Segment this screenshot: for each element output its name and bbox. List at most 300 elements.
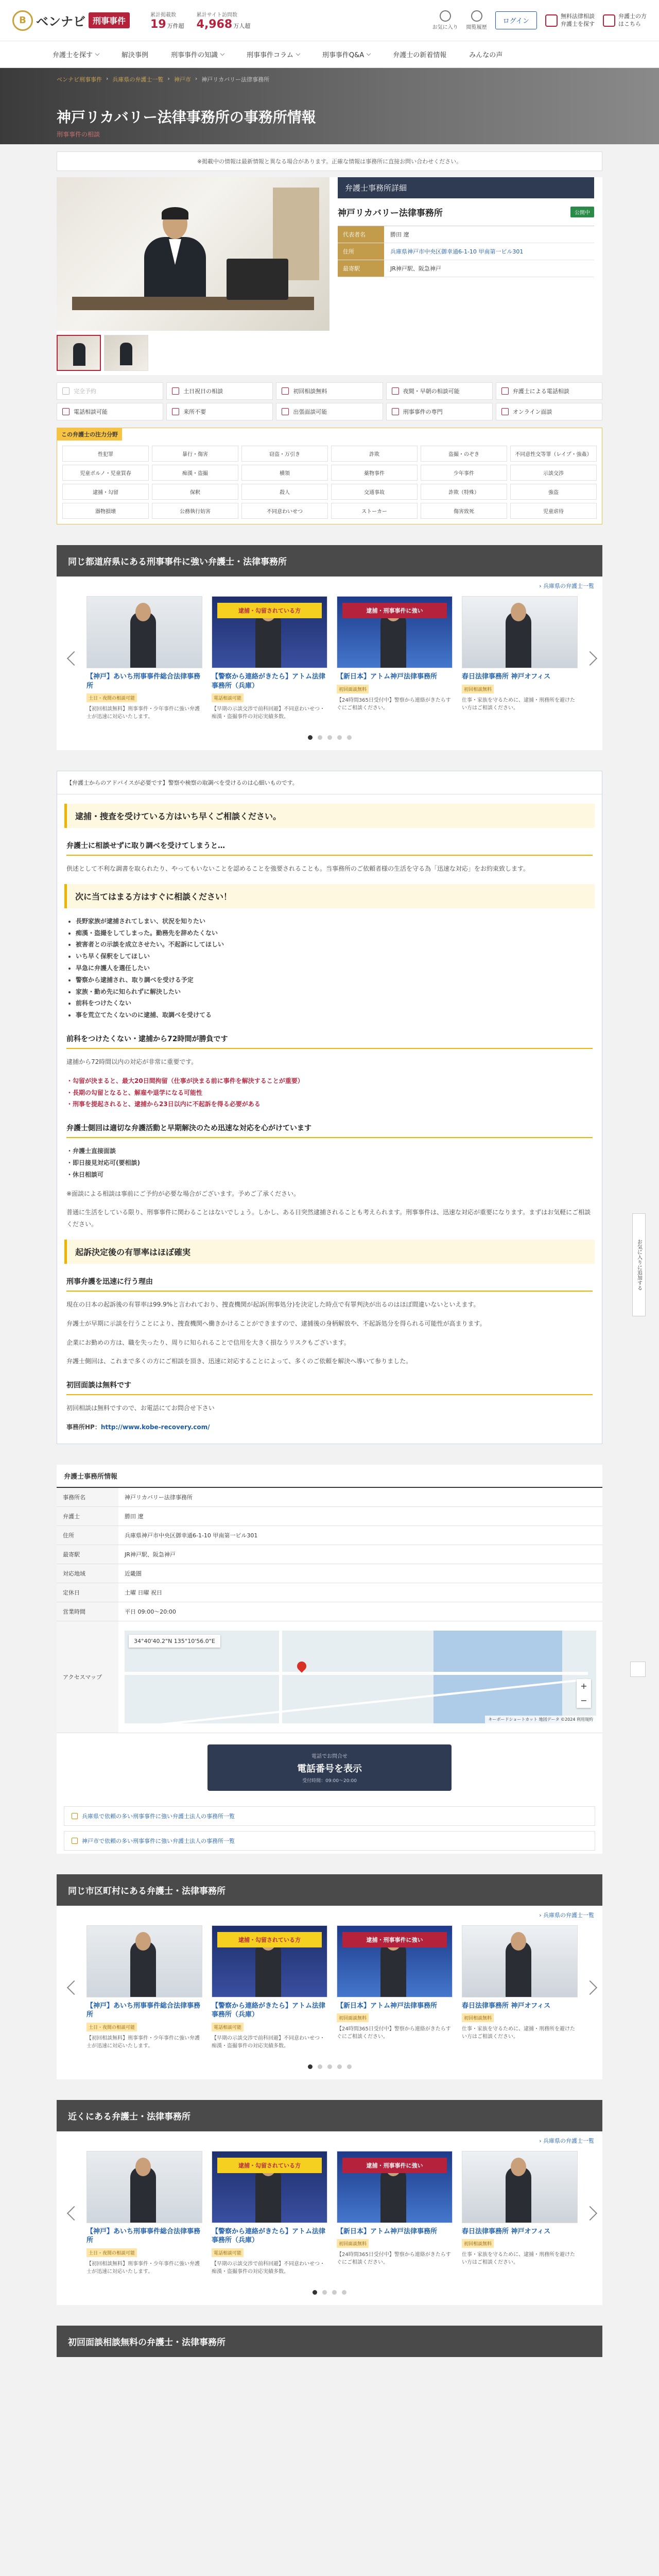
history-link[interactable] — [466, 10, 487, 30]
search-icon — [72, 1838, 78, 1844]
breadcrumb: ベンナビ刑事事件 › 兵庫県の弁護士一覧 › 神戸市 › 神戸リカバリー法律事務所 — [57, 75, 270, 83]
list-item: ・勾留が決まると、最大20日間拘留（仕事が決まる前に事件を解決することが重要） — [66, 1077, 304, 1084]
office-card-desc: 【24時間365日受付中】警察から連絡がきたらすぐにご相談ください。 — [337, 697, 451, 711]
chevron-down-icon — [220, 52, 224, 56]
list-item: • 被害者との示談を成立させたい。不起訴にしてほしい — [76, 939, 593, 951]
search-icon — [72, 1813, 78, 1819]
nav-qa[interactable] — [311, 41, 381, 68]
office-card-title[interactable]: 【新日本】アトム神戸法律事務所 — [337, 673, 438, 681]
check-icon — [62, 387, 70, 395]
zoom-out-button[interactable]: − — [580, 1695, 587, 1705]
header-stats — [150, 10, 250, 31]
office-main-photo — [57, 177, 330, 331]
section-heading: 同じ都道府県にある刑事事件に強い弁護士・法律事務所 — [57, 545, 602, 577]
check-icon — [172, 387, 179, 395]
article-text: 現在の日本の起訴後の有罪率は99.9%と言われており、捜査機関が起訴(刑事処分)を決定した時点で有罪判決が出るのはほぼ間違いないといえます。 — [66, 1301, 480, 1309]
office-card[interactable] — [337, 1925, 453, 2050]
carousel-dot[interactable] — [347, 735, 352, 740]
feature-item: 初回相談無料 — [276, 382, 383, 400]
carousel-dot[interactable] — [318, 2064, 322, 2069]
office-card-desc: 仕事・家族を守るために、逮捕・刑務所を避けたい方はご相談ください。 — [462, 697, 575, 711]
nav-find-lawyer[interactable] — [41, 41, 110, 68]
nav-label: 刑事事件コラム — [247, 52, 293, 59]
office-name-row — [338, 198, 594, 226]
office-card-title[interactable]: 春日法律事務所 神戸オフィス — [462, 673, 551, 681]
article-subheading: 初回面談は無料です — [66, 1380, 593, 1395]
article-list — [66, 1145, 593, 1180]
office-card-title[interactable]: 【神戸】あいち刑事事件総合法律事務所 — [86, 2227, 201, 2245]
list-item: ・長期の勾留となると、解雇や退学になる可能性 — [66, 1089, 203, 1096]
info-key: 営業時間 — [57, 1602, 118, 1621]
focus-area-item[interactable]: 逮捕・勾留 — [62, 484, 149, 500]
card-banner: 逮捕・勾留されている方 — [217, 1932, 322, 1947]
page-hero — [0, 68, 659, 144]
info-value: 勝田 遼 — [125, 1513, 144, 1520]
chevron-left-icon[interactable] — [67, 2206, 81, 2221]
office-card[interactable] — [86, 2151, 202, 2276]
office-card[interactable] — [86, 1925, 202, 2050]
side-scroll-button[interactable] — [630, 1662, 646, 1677]
focus-area-item[interactable]: 暴行・傷害 — [152, 446, 238, 462]
info-key: 最寄駅 — [57, 1545, 118, 1564]
list-item: ・休日相談可 — [66, 1171, 104, 1178]
info-row — [57, 1526, 602, 1545]
photo-thumbnail[interactable] — [57, 335, 101, 371]
focus-area-item[interactable]: 殺人 — [241, 484, 328, 500]
office-card-desc: 【早期の示談交渉で前科回避】不同意わいせつ・痴漢・盗撮事件の対応実績多数。 — [212, 2261, 325, 2275]
feature-item: 土日祝日の相談 — [166, 382, 273, 400]
office-card-tag: 初回相談無料 — [462, 2013, 494, 2022]
check-icon — [501, 408, 509, 415]
phone-reveal-button[interactable]: 電話でお問合せ 電話番号を表示 受付時間：09:00〜20:00 — [207, 1744, 452, 1791]
office-card-desc: 【早期の示談交渉で前科回避】不同意わいせつ・痴漢・盗撮事件の対応実績多数。 — [212, 706, 325, 720]
consult-link[interactable] — [545, 13, 595, 28]
feature-item: 夜間・早朝の相談可能 — [386, 382, 493, 400]
info-value: 神戸リカバリー法律事務所 — [125, 1494, 193, 1501]
nav-news[interactable] — [381, 41, 458, 68]
office-card-desc: 【初回相談無料】刑事事件・少年事件に強い弁護士が迅速に対応いたします。 — [86, 2035, 200, 2049]
office-card[interactable] — [337, 596, 453, 721]
nav-knowledge[interactable] — [160, 41, 235, 68]
site-logo[interactable] — [12, 10, 130, 31]
other-links — [57, 1798, 602, 1854]
chevron-right-icon[interactable] — [583, 2206, 597, 2221]
carousel-dot[interactable] — [332, 2290, 337, 2295]
carousel-dot[interactable] — [347, 2064, 352, 2069]
homepage-link[interactable]: http://www.kobe-recovery.com/ — [100, 1423, 210, 1431]
detail-row: 最寄駅 JR神戸駅、阪急神戸 — [338, 260, 594, 277]
focus-area-item[interactable]: ストーカー — [331, 503, 418, 519]
article-text: 初回相談は無料ですので、お電話にてお問合せ下さい — [66, 1404, 215, 1412]
office-card-title[interactable]: 【神戸】あいち刑事事件総合法律事務所 — [86, 2002, 201, 2019]
chevron-left-icon[interactable] — [67, 1980, 81, 1995]
office-card-tag: 電話相談可能 — [212, 2023, 244, 2031]
focus-area-item[interactable]: 痴漢・盗撮 — [152, 465, 238, 481]
office-carousel — [57, 590, 602, 726]
chevron-left-icon[interactable] — [67, 651, 81, 666]
article-text: 逮捕から72時間以内の対応が非常に重要です。 — [66, 1058, 198, 1066]
office-card-tag: 初回相談無料 — [462, 2239, 494, 2248]
carousel-dot[interactable] — [337, 735, 342, 740]
office-card-image — [212, 1925, 327, 1997]
breadcrumb-current: 神戸リカバリー法律事務所 — [201, 76, 270, 83]
feature-item: 完全予約 — [57, 382, 163, 400]
feature-item: 電話相談可能 — [57, 403, 163, 420]
stat-unit: 万人超 — [233, 22, 251, 29]
focus-areas — [57, 428, 602, 524]
header-actions — [432, 10, 647, 30]
article-text: 供述として不利な調書を取られたり、やってもいないことを認めることを強要されることも。当事務所のご依頼者様の生活を守る為「迅速な対応」をお約束致します。 — [66, 865, 530, 873]
article-heading: 起訴決定後の有罪率はほぼ確実 — [64, 1240, 595, 1264]
chevron-right-icon[interactable] — [583, 651, 597, 666]
article-text: 弁護士が早期に示談を行うことにより、捜査機関へ働きかけることができますので、逮捕後の身柄解放や、不起訴処分を得られる可能性が高まります。 — [66, 1319, 486, 1327]
chevron-down-icon — [367, 52, 371, 56]
stat-label: 累計サイト訪問数 — [196, 12, 237, 18]
focus-area-item[interactable]: 詐欺 — [331, 446, 418, 462]
article-heading: 逮捕・捜査を受けている方はいち早くご相談ください。 — [64, 804, 595, 828]
stat-unit: 万件超 — [167, 22, 184, 29]
nav-label: 解決事例 — [122, 52, 149, 59]
article-list — [66, 1075, 593, 1110]
nav-label: 弁護士を探す — [53, 52, 93, 59]
more-link[interactable]: › 兵庫県の弁護士一覧 — [539, 583, 594, 589]
office-card[interactable] — [86, 596, 202, 721]
focus-area-item[interactable]: 示談交渉 — [510, 465, 597, 481]
detail-row: 住所 兵庫県神戸市中央区御幸通6-1-10 甲南第一ビル301 — [338, 243, 594, 260]
card-banner: 逮捕・刑事事件に強い — [342, 1932, 447, 1947]
zoom-in-button[interactable]: + — [580, 1681, 587, 1691]
nav-label: 弁護士の新着情報 — [393, 52, 447, 59]
article-heading: 次に当てはまる方はすぐに相談ください！ — [64, 884, 595, 908]
office-card-title[interactable]: 【警察から連絡がきたら】アトム法律事務所（兵庫） — [212, 2227, 326, 2245]
other-link[interactable]: 神戸市で依頼の多い刑事事件に強い弁護士法人の事務所一覧 — [64, 1831, 595, 1851]
office-summary — [57, 177, 602, 331]
feature-item: 刑事事件の専門 — [386, 403, 493, 420]
office-card[interactable] — [462, 596, 578, 721]
check-icon — [62, 408, 70, 415]
info-row — [57, 1488, 602, 1507]
office-card-title[interactable]: 【警察から連絡がきたら】アトム法律事務所（兵庫） — [212, 673, 326, 690]
favorite-side-tab[interactable]: お気に入りに追加する — [632, 1213, 646, 1316]
list-item: • 前科をつけたくない — [76, 997, 593, 1009]
feature-item: 弁護士による電話相談 — [496, 382, 602, 400]
photo-thumbnails — [57, 331, 602, 375]
carousel-dots — [57, 726, 602, 750]
focus-area-item[interactable]: 不同意わいせつ — [241, 503, 328, 519]
article-list — [76, 916, 593, 1021]
logo-badge: 刑事事件 — [89, 12, 130, 28]
list-item: • 長野家族が逮捕されてしまい、状況を知りたい — [76, 916, 593, 927]
focus-area-item[interactable]: 横領 — [241, 465, 328, 481]
office-card-image — [337, 2151, 453, 2223]
office-card-image — [212, 2151, 327, 2223]
map-label: アクセスマップ — [57, 1621, 118, 1733]
article-intro: 【弁護士からのアドバイスが必要です】警察や検察の取調べを受けるのは心細いものです。 — [57, 771, 602, 794]
site-header — [0, 0, 659, 41]
nav-voices[interactable] — [458, 41, 514, 68]
check-icon — [282, 408, 289, 415]
info-row — [57, 1545, 602, 1564]
same-pref-section — [57, 545, 602, 750]
office-card-tag: 土日・夜間の相談可能 — [86, 2248, 137, 2257]
carousel-cards — [86, 596, 578, 721]
page-title: 神戸リカバリー法律事務所の事務所情報 — [57, 109, 316, 126]
office-card-tag: 土日・夜間の相談可能 — [86, 693, 137, 702]
office-card[interactable] — [462, 1925, 578, 2050]
office-card-title[interactable]: 【新日本】アトム神戸法律事務所 — [337, 2227, 438, 2235]
carousel-dot[interactable] — [308, 2064, 313, 2069]
global-nav — [0, 41, 659, 68]
access-map[interactable] — [125, 1631, 596, 1723]
office-card-image — [86, 2151, 202, 2223]
focus-area-item[interactable]: 詐欺（特殊） — [421, 484, 507, 500]
logo-text: ベンナビ — [36, 14, 85, 29]
office-carousel — [57, 2145, 602, 2281]
office-card-image — [337, 1925, 453, 1997]
card-banner: 逮捕・刑事事件に強い — [342, 2158, 447, 2173]
breadcrumb-item[interactable]: 神戸市 — [174, 76, 191, 83]
info-value: JR神戸駅、阪急神戸 — [125, 1551, 176, 1558]
info-key: 定休日 — [57, 1583, 118, 1602]
feature-grid — [57, 382, 602, 420]
chevron-right-icon[interactable] — [583, 1980, 597, 1995]
carousel-cards — [86, 2151, 578, 2276]
article-text: 普通に生活をしている限り、刑事事件に関わることはないでしょう。しかし、ある日突然逮捕されることも考えられます。刑事事件は、迅速な対応が重要になります。まずはお気軽にご相談ください。 — [66, 1209, 591, 1228]
office-card-title[interactable]: 【新日本】アトム神戸法律事務所 — [337, 2002, 438, 2010]
chevron-down-icon — [296, 52, 300, 56]
office-article — [57, 771, 602, 1444]
carousel-dot[interactable] — [313, 2290, 317, 2295]
chevron-down-icon — [95, 52, 99, 56]
info-key: 事務所名 — [57, 1488, 118, 1506]
focus-areas-title: この弁護士の注力分野 — [57, 428, 122, 440]
focus-area-item[interactable]: 性犯罪 — [62, 446, 149, 462]
stat-visits — [197, 10, 251, 31]
office-card-image — [86, 596, 202, 668]
carousel-dots — [57, 2055, 602, 2079]
card-banner: 逮捕・勾留されている方 — [217, 2158, 322, 2173]
carousel-dot[interactable] — [342, 2290, 346, 2295]
breadcrumb-item[interactable]: 兵庫県の弁護士一覧 — [112, 76, 164, 83]
same-city-section — [57, 1874, 602, 2079]
office-card-desc: 【早期の示談交渉で前科回避】不同意わいせつ・痴漢・盗撮事件の対応実績多数。 — [212, 2035, 325, 2049]
office-card-tag: 電話相談可能 — [212, 2248, 244, 2257]
office-card-title[interactable]: 春日法律事務所 神戸オフィス — [462, 2227, 551, 2235]
office-card-desc: 仕事・家族を守るために、逮捕・刑務所を避けたい方はご相談ください。 — [462, 2026, 575, 2040]
map-attribution: キーボードショートカット 地図データ ©2024 利用規約 — [485, 1716, 596, 1723]
list-item: • 事を荒立てたくないのに逮捕、取調べを受けてる — [76, 1009, 593, 1021]
logo-mark: B — [12, 10, 33, 31]
office-card-title[interactable]: 【警察から連絡がきたら】アトム法律事務所（兵庫） — [212, 2002, 326, 2019]
focus-area-item[interactable]: 器物損壊 — [62, 503, 149, 519]
photo-thumbnail[interactable] — [104, 335, 148, 371]
section-heading: 近くにある弁護士・法律事務所 — [57, 2100, 602, 2131]
info-key: 弁護士 — [57, 1507, 118, 1526]
list-item: • 家族・勤め先に知られずに解決したい — [76, 986, 593, 998]
info-key: 住所 — [57, 1526, 118, 1545]
info-value: 平日 09:00〜20:00 — [125, 1608, 176, 1615]
info-value: 兵庫県神戸市中央区御幸通6-1-10 甲南第一ビル301 — [125, 1532, 258, 1539]
carousel-dots — [57, 2281, 602, 2305]
focus-area-item[interactable]: 盗撮・のぞき — [421, 446, 507, 462]
focus-area-item[interactable]: 傷害致死 — [421, 503, 507, 519]
map-pin-icon — [295, 1659, 308, 1672]
check-icon — [392, 408, 399, 415]
section-heading: 初回面談相談無料の弁護士・法律事務所 — [57, 2326, 602, 2357]
office-card-title[interactable]: 【神戸】あいち刑事事件総合法律事務所 — [86, 673, 201, 690]
phone-icon — [545, 14, 558, 27]
card-banner: 逮捕・刑事事件に強い — [342, 603, 447, 618]
card-banner: 逮捕・勾留されている方 — [217, 603, 322, 618]
focus-area-item[interactable]: 保釈 — [152, 484, 238, 500]
office-card-image — [337, 596, 453, 668]
carousel-dot[interactable] — [318, 735, 322, 740]
list-item: ・弁護士直接面談 — [66, 1147, 116, 1155]
info-row — [57, 1564, 602, 1583]
focus-area-item[interactable]: 不同意性交等罪（レイプ・強姦） — [510, 446, 597, 462]
focus-area-item[interactable]: 公務執行妨害 — [152, 503, 238, 519]
map-zoom-controls — [577, 1679, 591, 1708]
office-card-title[interactable]: 春日法律事務所 神戸オフィス — [462, 2002, 551, 2010]
user-icon — [603, 14, 615, 27]
focus-area-item[interactable]: 少年事件 — [421, 465, 507, 481]
office-card[interactable] — [212, 1925, 327, 2050]
info-row — [57, 1583, 602, 1602]
check-icon — [172, 408, 179, 415]
info-value: 近畿圏 — [125, 1570, 142, 1577]
info-notice: ※掲載中の情報は最新情報と異なる場合があります。正確な情報は事務所に直接お問い合わせください。 — [57, 151, 602, 171]
detail-heading: 弁護士事務所詳細 — [338, 177, 594, 198]
article-subheading: 前科をつけたくない・逮捕から72時間が勝負です — [66, 1033, 593, 1049]
list-item: • 早急に弁護人を選任したい — [76, 962, 593, 974]
office-name: 神戸リカバリー法律事務所 — [338, 208, 443, 218]
nearby-section — [57, 2100, 602, 2305]
office-card-desc: 【24時間365日受付中】警察から連絡がきたらすぐにご相談ください。 — [337, 2252, 451, 2266]
focus-area-item[interactable]: 窃盗・万引き — [241, 446, 328, 462]
other-link[interactable]: 兵庫県で依頼の多い刑事事件に強い弁護士法人の事務所一覧 — [64, 1806, 595, 1826]
nav-cases[interactable] — [110, 41, 160, 68]
page-subtitle: 刑事事件の相談 — [57, 131, 100, 138]
focus-areas-grid — [57, 440, 602, 524]
info-title: 弁護士事務所情報 — [57, 1465, 602, 1488]
list-item: • 痴漢・盗撮をしてしまった。勤務先を辞めたくない — [76, 927, 593, 939]
office-card-desc: 【初回相談無料】刑事事件・少年事件に強い弁護士が迅速に対応いたします。 — [86, 2261, 200, 2275]
office-card-desc: 【24時間365日受付中】警察から連絡がきたらすぐにご相談ください。 — [337, 2026, 451, 2040]
nav-label: みんなの声 — [469, 52, 503, 59]
feature-item: オンライン面談 — [496, 403, 602, 420]
office-card[interactable] — [462, 2151, 578, 2276]
office-card-tag: 土日・夜間の相談可能 — [86, 2023, 137, 2031]
office-card-tag: 初回面談無料 — [337, 2239, 369, 2248]
office-card-tag: 初回面談無料 — [337, 2013, 369, 2022]
article-text: 企業にお勤めの方は、職を失ったり、周りに知られることで信用を大きく損なうリスクもございます。 — [66, 1338, 350, 1346]
carousel-dot[interactable] — [327, 2064, 332, 2069]
office-card[interactable] — [212, 2151, 327, 2276]
carousel-cards — [86, 1925, 578, 2050]
info-row — [57, 1602, 602, 1621]
detail-row: 代表者名 勝田 遼 — [338, 226, 594, 243]
stat-label: 累計掲載数 — [150, 12, 177, 18]
breadcrumb-item[interactable]: ベンナビ刑事事件 — [57, 76, 102, 83]
focus-area-item[interactable]: 強盗 — [510, 484, 597, 500]
nav-label: 刑事事件の知識 — [171, 52, 218, 59]
article-text: ※面談による相談は事前にご予約が必要な場合がございます。予めご了承ください。 — [66, 1190, 300, 1197]
list-item: ・刑事を提起されると、逮捕から23日以内に不起訴を得る必要がある — [66, 1100, 261, 1108]
consult-label: 無料法律相談 弁護士を探す — [561, 13, 595, 27]
feature-item: 出張面談可能 — [276, 403, 383, 420]
map-row — [57, 1621, 602, 1733]
focus-area-item[interactable]: 児童ポルノ・児童買春 — [62, 465, 149, 481]
focus-area-item[interactable]: 児童虐待 — [510, 503, 597, 519]
info-rows — [57, 1488, 602, 1621]
article-text: 弁護士側回は、これまで多くの方にご相談を頂き、迅速に対応することによって、多くのご依頼を解決へ導いて参りました。 — [66, 1358, 412, 1365]
focus-area-item[interactable]: 交通事故 — [331, 484, 418, 500]
check-icon — [282, 387, 289, 395]
stat-value: 4,968 — [196, 18, 233, 31]
heart-icon — [440, 10, 451, 22]
info-value: 土曜 日曜 祝日 — [125, 1589, 162, 1596]
office-info — [57, 1465, 602, 1733]
carousel-dot[interactable] — [337, 2064, 342, 2069]
office-card-image — [462, 596, 578, 668]
clock-icon — [471, 10, 482, 22]
office-card-image — [86, 1925, 202, 1997]
list-item: • いち早く保釈をしてほしい — [76, 951, 593, 962]
office-card[interactable] — [212, 596, 327, 721]
article-subheading: 弁護士に相談せずに取り調べを受けてしまうと… — [66, 840, 593, 856]
homepage-row: 事務所HP：http://www.kobe-recovery.com/ — [66, 1423, 210, 1431]
office-card-image — [462, 1925, 578, 1997]
map-coordinates: 34°40'40.2"N 135°10'56.0"E — [129, 1635, 220, 1648]
office-card[interactable] — [337, 2151, 453, 2276]
list-item: • 警察から逮捕され、取り調べを受ける予定 — [76, 974, 593, 986]
carousel-dot[interactable] — [322, 2290, 327, 2295]
status-badge: 公開中 — [570, 207, 594, 217]
office-card-desc: 仕事・家族を守るために、逮捕・刑務所を避けたい方はご相談ください。 — [462, 2252, 575, 2266]
info-row — [57, 1507, 602, 1526]
more-link[interactable]: › 兵庫県の弁護士一覧 — [539, 1911, 594, 1919]
more-link[interactable]: › 兵庫県の弁護士一覧 — [539, 2137, 594, 2144]
lawyer-link[interactable] — [603, 13, 647, 28]
stat-listings — [150, 10, 184, 31]
article-subheading: 刑事弁護を迅速に行う理由 — [66, 1276, 593, 1292]
office-card-tag: 電話相談可能 — [212, 693, 244, 702]
check-icon — [392, 387, 399, 395]
feature-item: 来所不要 — [166, 403, 273, 420]
focus-area-item[interactable]: 薬物事件 — [331, 465, 418, 481]
nav-column[interactable] — [235, 41, 311, 68]
article-subheading: 弁護士側回は適切な弁護活動と早期解決のため迅速な対応を心がけています — [66, 1123, 593, 1138]
office-card-tag: 初回相談無料 — [462, 685, 494, 693]
history-label: 閲覧履歴 — [466, 25, 487, 30]
favorites-link[interactable] — [432, 10, 458, 30]
office-detail — [330, 177, 602, 331]
nav-label: 刑事事件Q&A — [322, 52, 365, 59]
info-key: 対応地域 — [57, 1564, 118, 1583]
check-icon — [501, 387, 509, 395]
office-carousel — [57, 1919, 602, 2055]
carousel-dot[interactable] — [308, 735, 313, 740]
stat-value: 19 — [150, 18, 166, 31]
section-heading: 同じ市区町村にある弁護士・法律事務所 — [57, 1874, 602, 1906]
office-card-desc: 【初回相談無料】刑事事件・少年事件に強い弁護士が迅速に対応いたします。 — [86, 706, 200, 720]
list-item: ・即日接見対応可(要相談) — [66, 1159, 140, 1167]
carousel-dot[interactable] — [327, 735, 332, 740]
lawyer-label: 弁護士の方 はこちら — [618, 13, 647, 27]
office-card-tag: 初回面談無料 — [337, 685, 369, 693]
office-card-image — [212, 596, 327, 668]
login-button[interactable]: ログイン — [495, 11, 537, 29]
